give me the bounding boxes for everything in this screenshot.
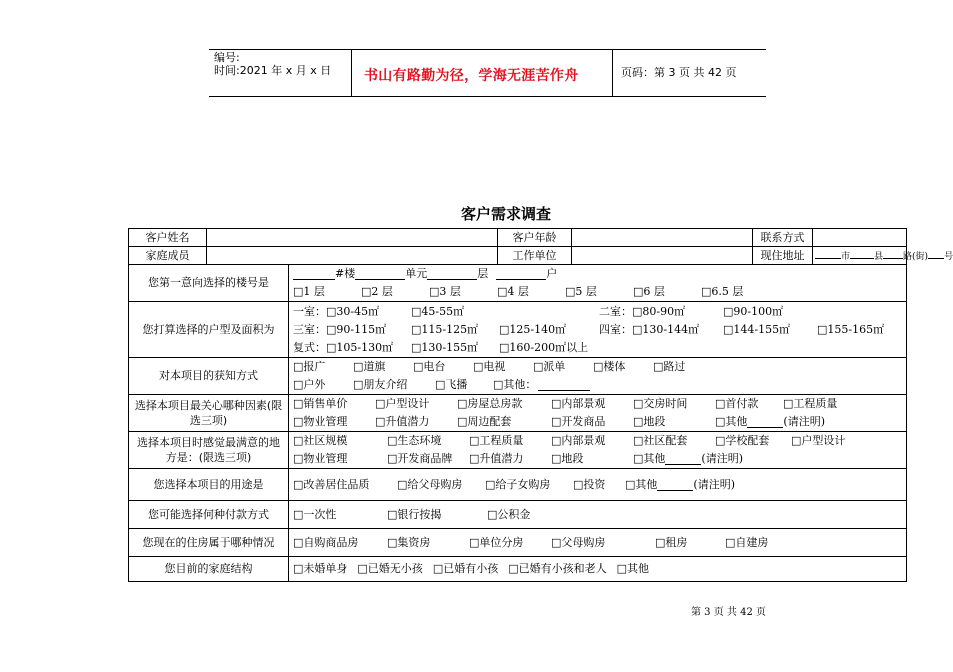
unit-number-unit: 单元 — [405, 267, 428, 280]
question-building-options — [289, 265, 907, 302]
satisfied-location[interactable]: □地段 — [551, 452, 584, 465]
household-number-unit: 户 — [546, 267, 558, 280]
customer-age-field[interactable] — [572, 229, 753, 247]
housing-parents[interactable]: □父母购房 — [551, 535, 606, 549]
satisfied-property-management[interactable]: □物业管理 — [293, 452, 348, 465]
question-payment-label: 您可能选择何种付款方式 — [129, 501, 289, 529]
customer-name-field[interactable] — [207, 229, 498, 247]
floor-option-3[interactable]: □3 层 — [429, 285, 461, 298]
header-bottom-rule — [209, 96, 766, 97]
question-satisfied-options — [289, 432, 907, 469]
question-housing-label: 您现在的住房属于哪种情况 — [129, 529, 289, 557]
payment-full[interactable]: □一次性 — [293, 507, 337, 521]
layout-three-room-125-140[interactable]: □125-140㎡ — [499, 322, 567, 336]
housing-fund-raised[interactable]: □集资房 — [387, 535, 431, 549]
info-row-1 — [129, 229, 907, 247]
layout-four-room-155-165[interactable]: □155-165㎡ — [817, 322, 885, 336]
layout-duplex-105-130[interactable]: 复式：□105-130㎡ — [293, 340, 394, 354]
concern-surrounding-facilities[interactable]: □周边配套 — [457, 415, 512, 428]
layout-three-room-90-115[interactable]: 三室：□90-115㎡ — [293, 322, 387, 336]
concern-unit-price[interactable]: □销售单价 — [293, 397, 348, 410]
document-number-label: 编号: — [214, 51, 240, 64]
concern-other[interactable]: □其他 — [715, 415, 748, 428]
question-payment — [129, 501, 907, 529]
purpose-for-parents[interactable]: □给父母购房 — [397, 477, 463, 491]
floor-option-4[interactable]: □4 层 — [497, 285, 529, 298]
header-divider-left — [351, 49, 352, 96]
page-footer: 第 3 页 共 42 页 — [691, 607, 766, 618]
family-single[interactable]: □未婚单身 — [293, 562, 348, 575]
source-flying-broadcast[interactable]: □飞播 — [435, 378, 468, 391]
satisfied-developer-brand[interactable]: □开发商品牌 — [387, 452, 453, 465]
question-payment-options — [289, 501, 907, 529]
concern-construction-quality[interactable]: □工程质量 — [783, 397, 838, 410]
question-family-label: 您目前的家庭结构 — [129, 557, 289, 582]
question-source-label: 对本项目的获知方式 — [129, 358, 289, 395]
question-housing-options — [289, 529, 907, 557]
layout-two-room-80-90[interactable]: 二室：□80-90㎡ — [599, 304, 686, 318]
purpose-investment[interactable]: □投资 — [573, 477, 606, 491]
customer-name-label: 客户姓名 — [129, 229, 207, 247]
source-outdoor[interactable]: □户外 — [293, 378, 326, 391]
address-city: 市 — [841, 252, 851, 262]
satisfied-community-facilities[interactable]: □社区配套 — [633, 434, 688, 447]
question-source-options — [289, 358, 907, 395]
address-road: 路(街) — [903, 252, 929, 262]
question-satisfied — [129, 432, 907, 469]
satisfied-ecology[interactable]: □生态环境 — [387, 434, 442, 447]
family-members-field[interactable] — [207, 247, 498, 265]
satisfied-community-scale[interactable]: □社区规模 — [293, 434, 348, 447]
purpose-improve-living[interactable]: □改善居住品质 — [293, 477, 370, 491]
question-satisfied-label: 选择本项目时感觉最满意的地方是：(限选三项) — [129, 432, 289, 469]
concern-location[interactable]: □地段 — [633, 415, 666, 428]
family-married-no-kids[interactable]: □已婚无小孩 — [357, 562, 423, 575]
family-married-kids-elderly[interactable]: □已婚有小孩和老人 — [508, 562, 607, 575]
concern-delivery-time[interactable]: □交房时间 — [633, 397, 688, 410]
work-unit-label: 工作单位 — [498, 247, 572, 265]
satisfied-other[interactable]: □其他 — [633, 452, 666, 465]
layout-one-room-45-55[interactable]: □45-55㎡ — [411, 304, 465, 318]
source-road-flag[interactable]: □道旗 — [353, 360, 386, 373]
question-concern — [129, 395, 907, 432]
source-passing-by[interactable]: □路过 — [653, 360, 686, 373]
purpose-other-note: (请注明) — [693, 477, 735, 491]
header-motto: 书山有路勤为径，学海无涯苦作舟 — [364, 68, 579, 84]
floor-option-2[interactable]: □2 层 — [361, 285, 393, 298]
question-source — [129, 358, 907, 395]
concern-down-payment[interactable]: □首付款 — [715, 397, 759, 410]
address-county: 县 — [874, 252, 884, 262]
satisfied-other-note: (请注明) — [701, 452, 743, 465]
satisfied-layout-design[interactable]: □户型设计 — [791, 434, 846, 447]
question-family — [129, 557, 907, 582]
header-divider-right — [612, 49, 613, 96]
family-married-with-kids[interactable]: □已婚有小孩 — [432, 562, 499, 575]
document-time-label: 时间:2021 年 x 月 x 日 — [214, 64, 332, 77]
question-purpose — [129, 469, 907, 501]
concern-other-note: (请注明) — [783, 415, 825, 428]
source-newspaper-ad[interactable]: □报广 — [293, 360, 326, 373]
concern-appreciation[interactable]: □升值潜力 — [375, 415, 430, 428]
family-other[interactable]: □其他 — [616, 562, 650, 575]
floor-option-5[interactable]: □5 层 — [565, 285, 597, 298]
satisfied-appreciation[interactable]: □升值潜力 — [469, 452, 524, 465]
housing-work-unit[interactable]: □单位分房 — [469, 535, 524, 549]
layout-two-room-90-100[interactable]: □90-100㎡ — [723, 304, 784, 318]
info-row-2 — [129, 247, 907, 265]
concern-layout-design[interactable]: □户型设计 — [375, 397, 430, 410]
question-layout-options — [289, 302, 907, 358]
question-purpose-options — [289, 469, 907, 501]
question-housing — [129, 529, 907, 557]
header-top-rule — [209, 49, 766, 50]
payment-mortgage[interactable]: □银行按揭 — [387, 507, 442, 521]
question-concern-options — [289, 395, 907, 432]
floor-option-6-5[interactable]: □6.5 层 — [701, 285, 744, 298]
family-members-label: 家庭成员 — [129, 247, 207, 265]
contact-field[interactable] — [813, 229, 907, 247]
layout-duplex-160-200[interactable]: □160-200㎡以上 — [499, 340, 589, 354]
question-layout-label: 您打算选择的户型及面积为 — [129, 302, 289, 358]
satisfied-construction-quality[interactable]: □工程质量 — [469, 434, 524, 447]
address-field[interactable] — [813, 247, 953, 265]
source-flyer[interactable]: □派单 — [533, 360, 566, 373]
source-friend-referral[interactable]: □朋友介绍 — [353, 378, 408, 391]
layout-one-room-30-45[interactable]: 一室：□30-45㎡ — [293, 304, 380, 318]
layout-four-room-144-155[interactable]: □144-155㎡ — [723, 322, 791, 336]
source-tv[interactable]: □电视 — [473, 360, 506, 373]
header-page-label: 页码：第 3 页 共 42 页 — [621, 66, 737, 79]
concern-internal-landscape[interactable]: □内部景观 — [551, 397, 606, 410]
layout-three-room-115-125[interactable]: □115-125㎡ — [411, 322, 479, 336]
question-family-options — [289, 557, 907, 582]
satisfied-school[interactable]: □学校配套 — [715, 434, 770, 447]
question-building-label: 您第一意向选择的楼号是 — [129, 265, 289, 302]
question-concern-label: 选择本项目最关心哪种因素(限选三项) — [129, 395, 289, 432]
layout-duplex-130-155[interactable]: □130-155㎡ — [411, 340, 479, 354]
work-unit-field[interactable] — [572, 247, 753, 265]
concern-total-price[interactable]: □房屋总房款 — [457, 397, 523, 410]
floor-option-6[interactable]: □6 层 — [633, 285, 665, 298]
payment-provident-fund[interactable]: □公积金 — [487, 507, 531, 521]
building-number-unit: #楼 — [335, 267, 356, 280]
housing-self-built[interactable]: □自建房 — [725, 535, 769, 549]
layout-four-room-130-144[interactable]: 四室：□130-144㎡ — [599, 322, 700, 336]
satisfied-internal-landscape[interactable]: □内部景观 — [551, 434, 606, 447]
address-number: 号 — [944, 252, 953, 262]
question-building — [129, 265, 907, 302]
source-building-ad[interactable]: □楼体 — [593, 360, 626, 373]
question-layout — [129, 302, 907, 358]
survey-table — [128, 228, 953, 582]
purpose-other[interactable]: □其他 — [625, 477, 658, 491]
customer-age-label: 客户年龄 — [498, 229, 572, 247]
contact-label: 联系方式 — [753, 229, 813, 247]
question-purpose-label: 您选择本项目的用途是 — [129, 469, 289, 501]
concern-developer-brand[interactable]: □开发商品 — [551, 415, 606, 428]
floor-option-1[interactable]: □1 层 — [293, 285, 325, 298]
purpose-for-children[interactable]: □给子女购房 — [485, 477, 551, 491]
housing-rent[interactable]: □租房 — [655, 535, 688, 549]
concern-property-management[interactable]: □物业管理 — [293, 415, 348, 428]
address-label: 现住地址 — [753, 247, 813, 265]
floor-number-unit: 层 — [477, 267, 489, 280]
source-radio[interactable]: □电台 — [413, 360, 446, 373]
page-title: 客户需求调查 — [461, 205, 552, 223]
source-other[interactable]: □其他： — [493, 378, 537, 391]
housing-commercial[interactable]: □自购商品房 — [293, 535, 359, 549]
